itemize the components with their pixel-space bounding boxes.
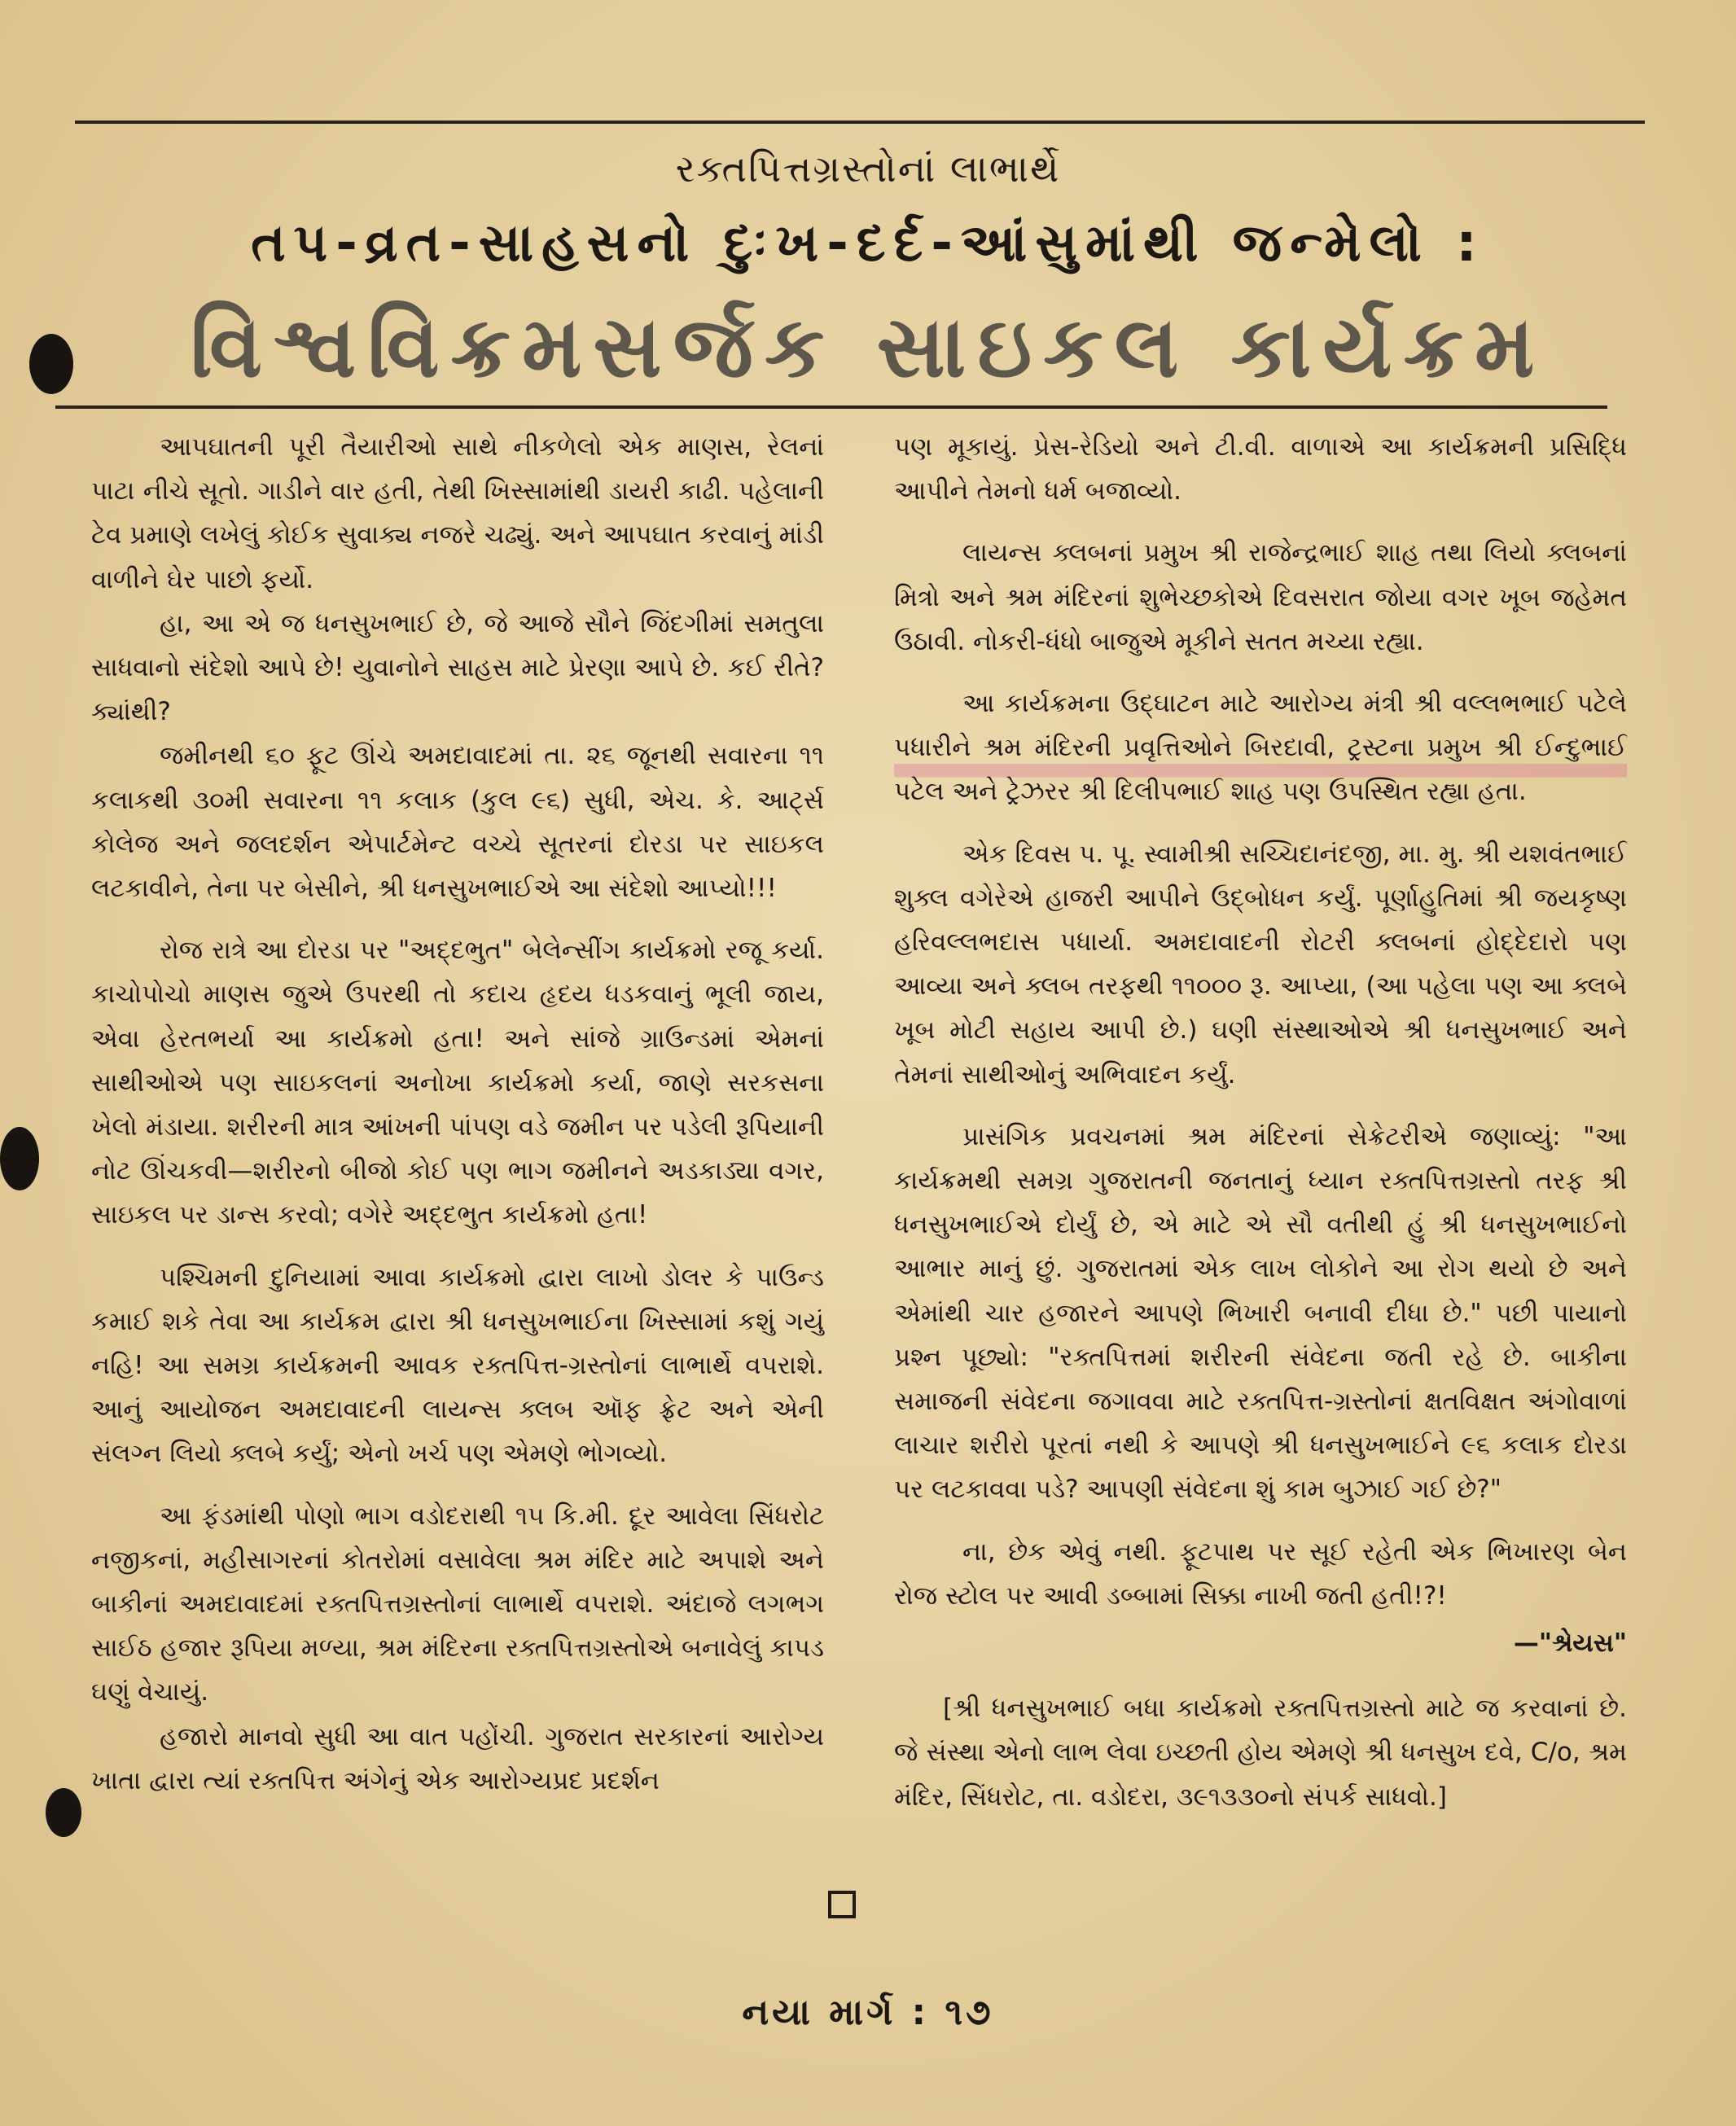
paragraph: હજારો માનવો સુધી આ વાત પહોંચી. ગુજરાત સરકારનાં આરોગ્ય ખાતા દ્વારા ત્યાં રક્તપિત્ત અંગેનું એક આરોગ્યપ્રદ પ્રદર્શન bbox=[91, 1721, 824, 1795]
paragraph: ના, છેક એવું નથી. ફૂટપાથ પર સૂઈ રહેતી એક ભિખારણ બેન રોજ સ્ટોલ પર આવી ડબ્બામાં સિક્કા નાખી જતી હતી!?! bbox=[894, 1536, 1627, 1611]
paragraph: હા, આ એ જ ધનસુખભાઈ છે, જે આજે સૌને જિંદગીમાં સમતુલા સાધવાનો સંદેશો આપે છે! યુવાનોને સાહસ માટે પ્રેરણા આપે છે. કઈ રીતે? ક્યાંથી? bbox=[91, 608, 824, 727]
paragraph: જમીનથી ૬૦ ફૂટ ઊંચે અમદાવાદમાં તા. ૨૬ જૂનથી સવારના ૧૧ કલાકથી ૩૦મી સવારના ૧૧ કલાક (કુલ ૯૬) સુધી, એચ. કે. આર્ટ્સ કોલેજ અને જલદર્શન એપાર્ટમેન્ટ વચ્ચે સૂતરનાં દોરડા પર સાઇકલ લટકાવીને, તેના પર બેસીને, શ્રી ધનસુખભાઈએ આ સંદેશો આપ્યો!!! bbox=[91, 741, 824, 904]
paragraph: આ ફંડમાંથી પોણો ભાગ વડોદરાથી ૧૫ કિ.મી. દૂર આવેલા સિંધરોટ નજીકનાં, મહીસાગરનાં કોતરોમાં વસાવેલા શ્રમ મંદિર માટે અપાશે અને બાકીનાં અમદાવાદમાં રક્તપિત્તગ્રસ્તોનાં લાભાર્થે વપરાશે. અંદાજે લગભગ સાઈઠ હજાર રૂપિયા મળ્યા, શ્રમ મંદિરના રક્તપિત્તગ્રસ્તોએ બનાવેલું કાપડ ઘણું વેચાયું. bbox=[91, 1501, 824, 1707]
paper-damage-mark bbox=[46, 1788, 81, 1837]
header-rule bbox=[55, 405, 1607, 409]
paragraph: પ્રાસંગિક પ્રવચનમાં શ્રમ મંદિરનાં સેક્રેટરીએ જણાવ્યું: "આ કાર્યક્રમથી સમગ્ર ગુજરાતની જનતાનું ધ્યાન રક્તપિત્તગ્રસ્તો તરફ શ્રી ધનસુખભાઈએ દોર્યું છે, એ માટે એ સૌ વતીથી હું શ્રી ધનસુખભાઈનો આભાર માનું છું. ગુજરાતમાં એક લાખ લોકોને આ રોગ થયો છે અને એમાંથી ચાર હજારને આપણે ભિખારી બનાવી દીધા છે." પછી પાયાનો પ્રશ્ન પૂછ્યો: "રક્તપિત્તમાં શરીરની સંવેદના જતી રહે છે. બાકીના સમાજની સંવેદના જગાવવા માટે રક્તપિત્ત-ગ્રસ્તોનાં ક્ષતવિક્ષત અંગોવાળાં લાચાર શરીરો પૂરતાં નથી કે આપણે શ્રી ધનસુખભાઈને ૯૬ કલાક દોરડા પર લટકાવવા પડે? આપણી સંવેદના શું કામ બુઝાઈ ગઈ છે?" bbox=[894, 1121, 1627, 1505]
paper-damage-mark bbox=[0, 1127, 39, 1190]
paragraph: પશ્ચિમની દુનિયામાં આવા કાર્યક્રમો દ્વારા લાખો ડોલર કે પાઉન્ડ કમાઈ શકે તેવા આ કાર્યક્રમ દ્વારા શ્રી ધનસુખભાઈના ખિસ્સામાં કશું ગયું નહિ! આ સમગ્ર કાર્યક્રમની આવક રક્તપિત્ત-ગ્રસ્તોનાં લાભાર્થે વપરાશે. આનું આયોજન અમદાવાદની લાયન્સ ક્લબ ઑફ ફ્રેટ અને એની સંલગ્ન લિયો ક્લબે કર્યું; એનો ખર્ચ પણ એમણે ભોગવ્યો. bbox=[91, 1262, 824, 1469]
paragraph: આપઘાતની પૂરી તૈયારીઓ સાથે નીકળેલો એક માણસ, રેલનાં પાટા નીચે સૂતો. ગાડીને વાર હતી, તેથી ખિસ્સામાંથી ડાયરી કાઢી. પહેલાની ટેવ પ્રમાણે લખેલું કોઈક સુવાક્ય નજરે ચઢ્યું. અને આપઘાત કરવાનું માંડી વાળીને ઘેર પાછો ફર્યો. bbox=[91, 432, 824, 594]
end-of-article-mark bbox=[828, 1891, 856, 1918]
right-column bbox=[894, 425, 1627, 1819]
page-footer: નયા માર્ગ : ૧૭ bbox=[742, 1992, 994, 2033]
paragraph: રોજ રાત્રે આ દોરડા પર "અદ્દભુત" બેલેન્સીંગ કાર્યક્રમો રજૂ કર્યા. કાચોપોચો માણસ જુએ ઉપરથી તો કદાચ હૃદય ધડકવાનું ભૂલી જાય, એવા હેરતભર્યા આ કાર્યક્રમો હતા! અને સાંજે ગ્રાઉન્ડમાં એમનાં સાથીઓએ પણ સાઇકલનાં અનોખા કાર્યક્રમો કર્યા, જાણે સરકસના ખેલો મંડાયા. શરીરની માત્ર આંખની પાંપણ વડે જમીન પર પડેલી રૂપિયાની નોટ ઊંચકવી—શરીરનો બીજો કોઈ પણ ભાગ જમીનને અડકાડ્યા વગર, સાઇકલ પર ડાન્સ કરવો; વગેરે અદ્દભુત કાર્યક્રમો હતા! bbox=[91, 936, 824, 1230]
paragraph-continuation: પણ મૂકાયું. પ્રેસ-રેડિયો અને ટી.વી. વાળાએ આ કાર્યક્રમની પ્રસિદ્ધિ આપીને તેમનો ધર્મ બજાવ્યો. bbox=[894, 432, 1627, 506]
top-rule bbox=[75, 121, 1645, 124]
editor-note: [શ્રી ધનસુખભાઈ બધા કાર્યક્રમો રક્તપિત્તગ્રસ્તો માટે જ કરવાનાં છે. જે સંસ્થા એનો લાભ લેવા ઇચ્છતી હોય એમણે શ્રી ધનસુખ દવે, C/o, શ્રમ મંદિર, સિંધરોટ, તા. વડોદરા, ૩૯૧૩૩૦નો સંપર્ક સાધવો.] bbox=[894, 1694, 1627, 1812]
article-headline: તપ-વ્રત-સાહસનો દુઃખ-દર્દ-આંસુમાંથી જન્મેલો : bbox=[251, 213, 1485, 274]
left-column bbox=[91, 425, 824, 1803]
article-title: વિશ્વવિક્રમસર્જક સાઇકલ કાર્યક્રમ bbox=[190, 297, 1546, 397]
author-signature: —"શ્રેયસ" bbox=[1513, 1628, 1627, 1659]
paragraph: એક દિવસ પ. પૂ. સ્વામીશ્રી સચ્ચિદાનંદજી, મા. મુ. શ્રી યશવંતભાઈ શુક્લ વગેરેએ હાજરી આપીને ઉદ્‌બોધન કર્યું. પૂર્ણાહુતિમાં શ્રી જયકૃષ્ણ હરિવલ્લભદાસ પધાર્યા. અમદાવાદની રોટરી ક્લબનાં હોદ્દેદારો પણ આવ્યા અને ક્લબ તરફથી ૧૧૦૦૦ રૂ. આપ્યા, (આ પહેલા પણ આ ક્લબે ખૂબ મોટી સહાય આપી છે.) ઘણી સંસ્થાઓએ શ્રી ધનસુખભાઈ અને તેમનાં સાથીઓનું અભિવાદન કર્યું. bbox=[894, 839, 1627, 1089]
paragraph-highlighted: આ કાર્યક્રમના ઉદ્ઘાટન માટે આરોગ્ય મંત્રી શ્રી વલ્લભભાઈ પટેલે પધારીને શ્રમ મંદિરની પ્રવૃત્તિઓને બિરદાવી, ટ્રસ્ટના પ્રમુખ શ્રી ઈન્દુભાઈ પટેલ અને ટ્રેઝરર શ્રી દિલીપભાઈ શાહ પણ ઉપસ્થિત રહ્યા હતા. bbox=[894, 682, 1627, 814]
article-kicker: રક્તપિત્તગ્રસ્તોનાં લાભાર્થે bbox=[675, 147, 1061, 191]
paper-damage-mark bbox=[29, 334, 73, 394]
paragraph: લાયન્સ ક્લબનાં પ્રમુખ શ્રી રાજેન્દ્રભાઈ શાહ તથા લિયો ક્લબનાં મિત્રો અને શ્રમ મંદિરનાં શુભેચ્છકોએ દિવસરાત જોયા વગર ખૂબ જહેમત ઉઠાવી. નોકરી-ધંધો બાજુએ મૂકીને સતત મચ્યા રહ્યા. bbox=[894, 538, 1627, 656]
